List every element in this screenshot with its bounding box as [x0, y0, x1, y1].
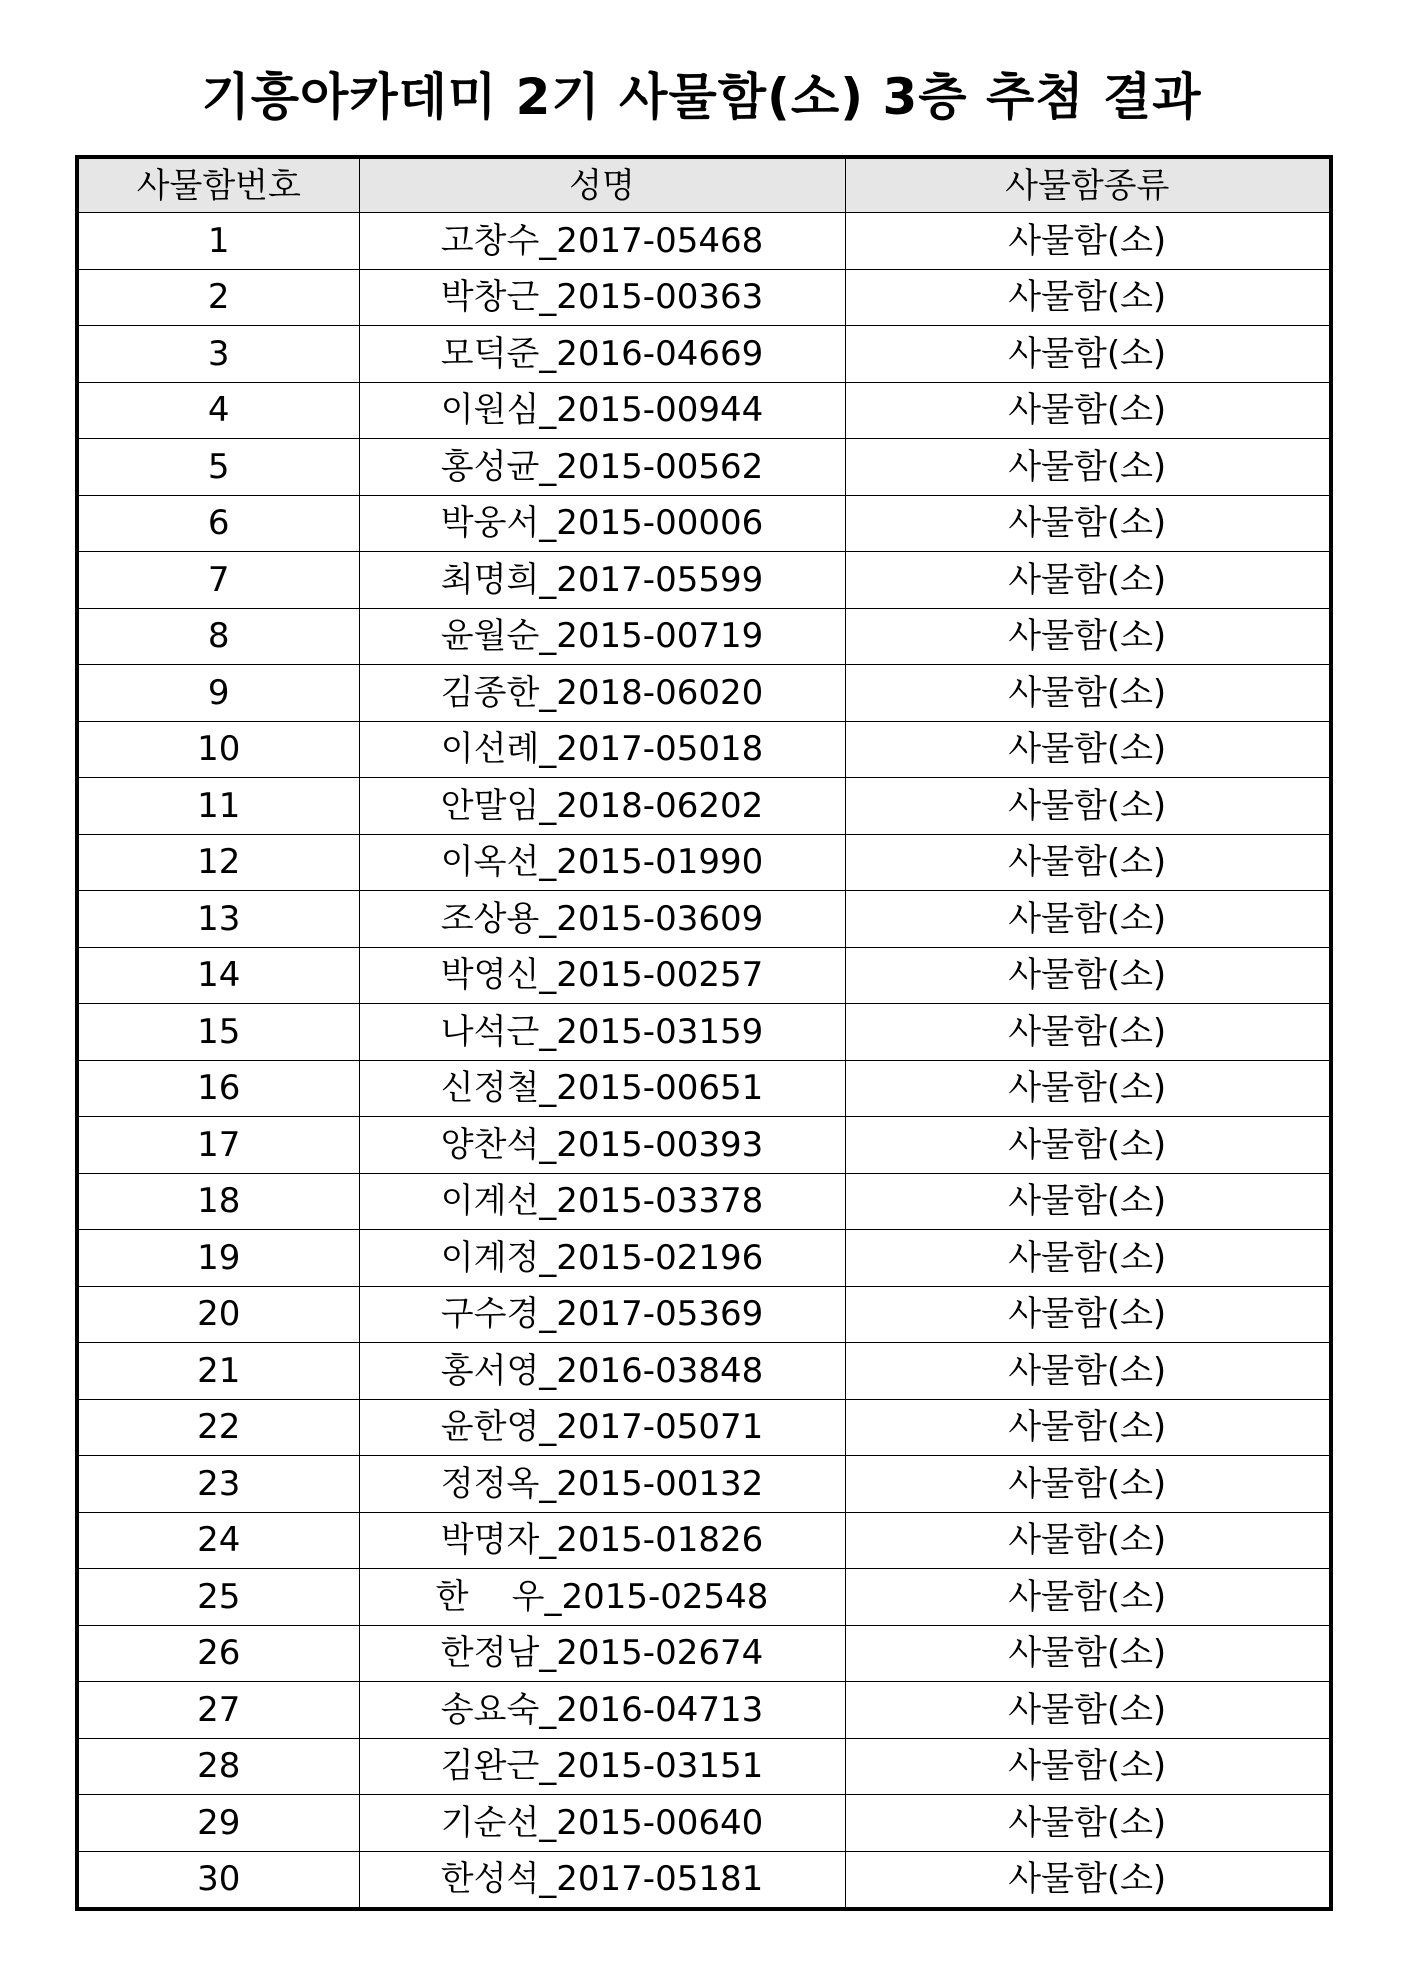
table-row	[77, 1173, 1331, 1230]
cell-name: 김종한_2018-06020	[359, 665, 845, 722]
page-title: 기흥아카데미 2기 사물함(소) 3층 추첨 결과	[201, 68, 1202, 126]
table-row	[77, 1060, 1331, 1117]
cell-locker-type: 사물함(소)	[845, 665, 1331, 722]
cell-name: 한 우_2015-02548	[359, 1569, 845, 1626]
table-row	[77, 439, 1331, 496]
table-row	[77, 1456, 1331, 1513]
cell-locker-type: 사물함(소)	[845, 326, 1331, 383]
cell-name: 모덕준_2016-04669	[359, 326, 845, 383]
cell-name: 정정옥_2015-00132	[359, 1456, 845, 1513]
cell-name: 윤한영_2017-05071	[359, 1399, 845, 1456]
table-row	[77, 608, 1331, 665]
cell-locker-number: 21	[77, 1343, 359, 1400]
cell-name: 기순선_2015-00640	[359, 1795, 845, 1852]
table-row	[77, 891, 1331, 948]
cell-locker-type: 사물함(소)	[845, 1625, 1331, 1682]
cell-locker-number: 19	[77, 1230, 359, 1287]
cell-name: 이원심_2015-00944	[359, 382, 845, 439]
cell-locker-type: 사물함(소)	[845, 1569, 1331, 1626]
cell-locker-type: 사물함(소)	[845, 495, 1331, 552]
header-row	[77, 157, 1331, 213]
cell-locker-number: 15	[77, 1004, 359, 1061]
table-row	[77, 1851, 1331, 1909]
table-row	[77, 495, 1331, 552]
cell-locker-number: 16	[77, 1060, 359, 1117]
cell-locker-type: 사물함(소)	[845, 1399, 1331, 1456]
cell-name: 박영신_2015-00257	[359, 947, 845, 1004]
cell-locker-number: 7	[77, 552, 359, 609]
cell-locker-number: 24	[77, 1512, 359, 1569]
cell-name: 이선례_2017-05018	[359, 721, 845, 778]
table-row	[77, 382, 1331, 439]
table-row	[77, 1343, 1331, 1400]
cell-name: 고창수_2017-05468	[359, 213, 845, 270]
cell-locker-number: 20	[77, 1286, 359, 1343]
cell-locker-type: 사물함(소)	[845, 1117, 1331, 1174]
cell-locker-type: 사물함(소)	[845, 1286, 1331, 1343]
cell-name: 박명자_2015-01826	[359, 1512, 845, 1569]
cell-locker-number: 4	[77, 382, 359, 439]
cell-locker-number: 12	[77, 834, 359, 891]
cell-locker-type: 사물함(소)	[845, 721, 1331, 778]
cell-locker-type: 사물함(소)	[845, 1851, 1331, 1909]
cell-locker-type: 사물함(소)	[845, 778, 1331, 835]
cell-locker-type: 사물함(소)	[845, 1173, 1331, 1230]
table-row	[77, 1795, 1331, 1852]
cell-locker-number: 6	[77, 495, 359, 552]
cell-locker-type: 사물함(소)	[845, 552, 1331, 609]
table-row	[77, 721, 1331, 778]
cell-locker-type: 사물함(소)	[845, 382, 1331, 439]
cell-name: 신정철_2015-00651	[359, 1060, 845, 1117]
table-row	[77, 1117, 1331, 1174]
cell-name: 한정남_2015-02674	[359, 1625, 845, 1682]
cell-locker-type: 사물함(소)	[845, 213, 1331, 270]
cell-name: 이옥선_2015-01990	[359, 834, 845, 891]
cell-name: 조상용_2015-03609	[359, 891, 845, 948]
cell-locker-number: 22	[77, 1399, 359, 1456]
cell-locker-number: 29	[77, 1795, 359, 1852]
cell-name: 한성석_2017-05181	[359, 1851, 845, 1909]
header-locker-type: 사물함종류	[845, 157, 1331, 213]
cell-locker-number: 8	[77, 608, 359, 665]
cell-locker-number: 18	[77, 1173, 359, 1230]
table-row	[77, 1399, 1331, 1456]
cell-locker-number: 10	[77, 721, 359, 778]
cell-locker-number: 2	[77, 269, 359, 326]
table-row	[77, 1512, 1331, 1569]
cell-locker-number: 9	[77, 665, 359, 722]
cell-locker-number: 27	[77, 1682, 359, 1739]
cell-locker-type: 사물함(소)	[845, 608, 1331, 665]
cell-locker-type: 사물함(소)	[845, 1230, 1331, 1287]
cell-locker-number: 25	[77, 1569, 359, 1626]
cell-locker-number: 28	[77, 1738, 359, 1795]
cell-locker-type: 사물함(소)	[845, 1795, 1331, 1852]
table-row	[77, 665, 1331, 722]
cell-locker-type: 사물함(소)	[845, 891, 1331, 948]
table-row	[77, 947, 1331, 1004]
cell-name: 홍서영_2016-03848	[359, 1343, 845, 1400]
table-row	[77, 778, 1331, 835]
cell-locker-type: 사물함(소)	[845, 1343, 1331, 1400]
cell-locker-type: 사물함(소)	[845, 1004, 1331, 1061]
cell-locker-number: 23	[77, 1456, 359, 1513]
cell-locker-type: 사물함(소)	[845, 1512, 1331, 1569]
cell-locker-type: 사물함(소)	[845, 1060, 1331, 1117]
table-body	[77, 213, 1331, 1910]
cell-locker-type: 사물함(소)	[845, 834, 1331, 891]
cell-name: 송요숙_2016-04713	[359, 1682, 845, 1739]
cell-name: 김완근_2015-03151	[359, 1738, 845, 1795]
cell-name: 윤월순_2015-00719	[359, 608, 845, 665]
table-row	[77, 1738, 1331, 1795]
cell-locker-number: 5	[77, 439, 359, 496]
cell-locker-number: 13	[77, 891, 359, 948]
cell-name: 안말임_2018-06202	[359, 778, 845, 835]
header-locker-number: 사물함번호	[77, 157, 359, 213]
cell-name: 이계정_2015-02196	[359, 1230, 845, 1287]
cell-name: 이계선_2015-03378	[359, 1173, 845, 1230]
table-row	[77, 552, 1331, 609]
cell-name: 구수경_2017-05369	[359, 1286, 845, 1343]
cell-locker-number: 11	[77, 778, 359, 835]
cell-locker-number: 30	[77, 1851, 359, 1909]
cell-locker-number: 3	[77, 326, 359, 383]
cell-locker-number: 26	[77, 1625, 359, 1682]
table-row	[77, 1682, 1331, 1739]
cell-locker-type: 사물함(소)	[845, 439, 1331, 496]
cell-locker-number: 1	[77, 213, 359, 270]
cell-name: 박창근_2015-00363	[359, 269, 845, 326]
cell-locker-type: 사물함(소)	[845, 1682, 1331, 1739]
cell-name: 양찬석_2015-00393	[359, 1117, 845, 1174]
table-row	[77, 1625, 1331, 1682]
cell-locker-type: 사물함(소)	[845, 269, 1331, 326]
cell-locker-number: 17	[77, 1117, 359, 1174]
cell-name: 나석근_2015-03159	[359, 1004, 845, 1061]
table-row	[77, 1004, 1331, 1061]
table-row	[77, 1230, 1331, 1287]
table-row	[77, 269, 1331, 326]
locker-result-table	[75, 155, 1333, 1911]
table-row	[77, 213, 1331, 270]
table-row	[77, 1286, 1331, 1343]
cell-locker-type: 사물함(소)	[845, 1738, 1331, 1795]
locker-result-table-container	[75, 155, 1329, 1911]
table-row	[77, 834, 1331, 891]
header-name: 성명	[359, 157, 845, 213]
cell-locker-type: 사물함(소)	[845, 947, 1331, 1004]
cell-locker-type: 사물함(소)	[845, 1456, 1331, 1513]
cell-name: 최명희_2017-05599	[359, 552, 845, 609]
cell-locker-number: 14	[77, 947, 359, 1004]
table-header	[77, 157, 1331, 213]
cell-name: 박웅서_2015-00006	[359, 495, 845, 552]
cell-name: 홍성균_2015-00562	[359, 439, 845, 496]
table-row	[77, 1569, 1331, 1626]
table-row	[77, 326, 1331, 383]
